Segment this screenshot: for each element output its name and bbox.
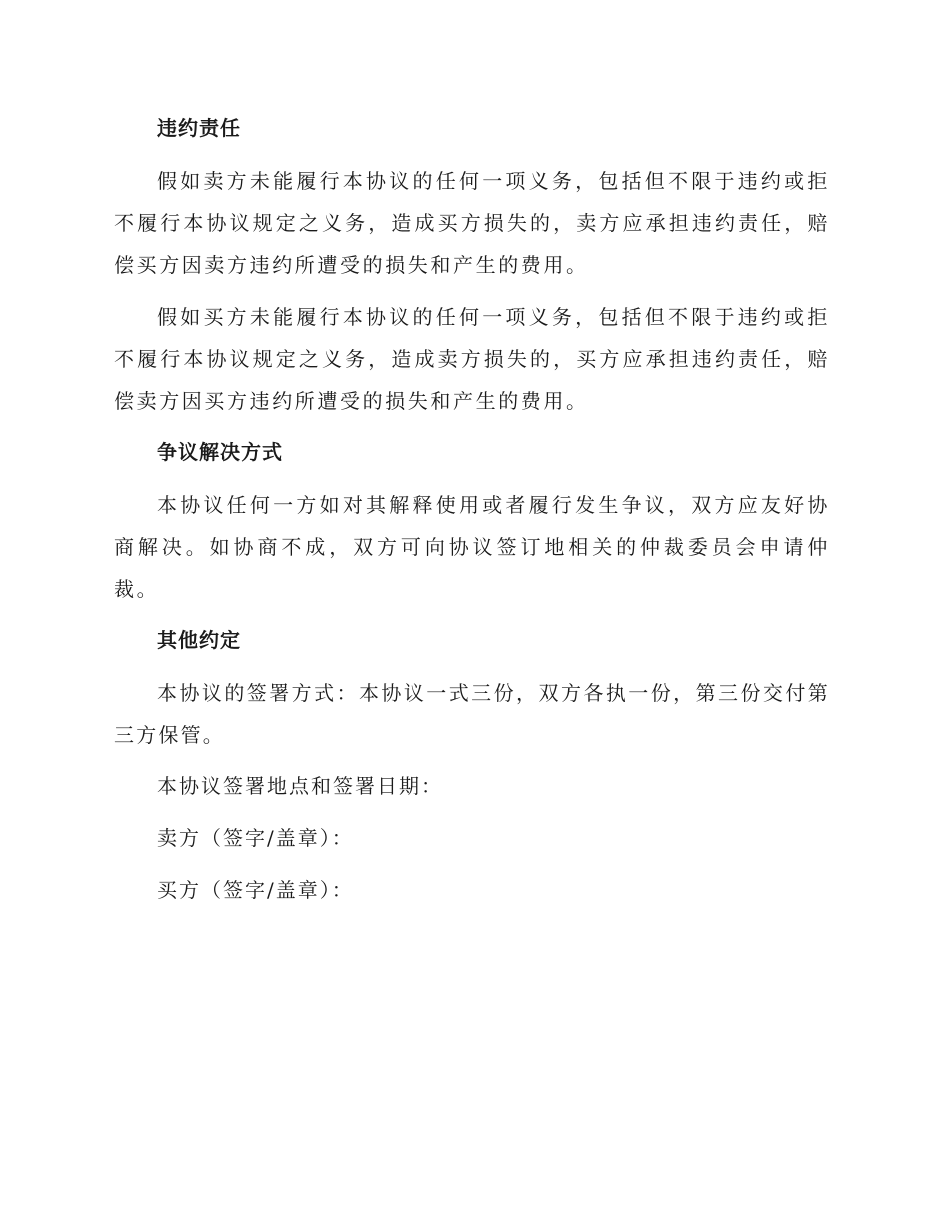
dispute-heading: 争议解决方式 [157,440,283,464]
dispute-paragraph: 本协议任何一方如对其解释使用或者履行发生争议，双方应友好协商解决。如协商不成，双方可向协议签订地相关的仲裁委员会申请仲裁。 [114,493,830,601]
breach-buyer-paragraph: 假如买方未能履行本协议的任何一项义务，包括但不限于违约或拒不履行本协议规定之义务，造成卖方损失的，买方应承担违约责任，赔偿卖方因买方违约所遭受的损失和产生的费用。 [114,305,830,413]
signing-method-paragraph: 本协议的签署方式：本协议一式三份，双方各执一份，第三份交付第三方保管。 [114,681,830,747]
signing-place-date: 本协议签署地点和签署日期： [157,774,443,798]
buyer-signature-line: 买方（签字/盖章）： [157,878,354,902]
breach-seller-paragraph: 假如卖方未能履行本协议的任何一项义务，包括但不限于违约或拒不履行本协议规定之义务，造成买方损失的，卖方应承担违约责任，赔偿买方因卖方违约所遭受的损失和产生的费用。 [114,169,830,277]
document-page [114,108,830,922]
breach-heading: 违约责任 [157,116,241,140]
seller-signature-line: 卖方（签字/盖章）： [157,826,354,850]
other-heading: 其他约定 [157,628,241,652]
